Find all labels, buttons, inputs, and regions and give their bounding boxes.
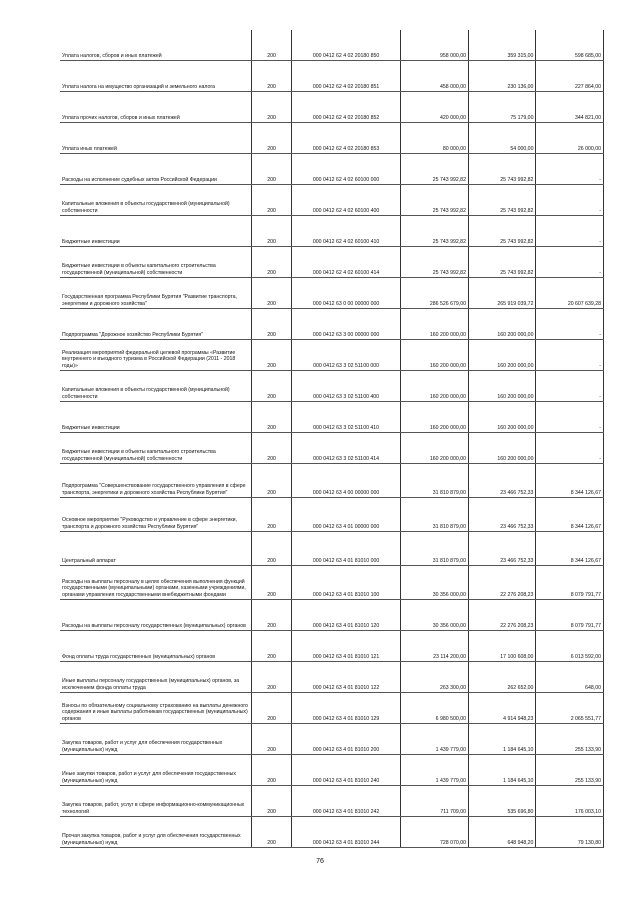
approved-amount: 160 200 000,00 (401, 371, 468, 402)
executed-amount: 535 696,80 (468, 786, 535, 817)
row-name: Реализация мероприятий федеральной целевой программы «Развитие внутреннего и въездного туризма в Российской Федерации (2011 - 2018 годы)» (60, 340, 252, 371)
line-code: 200 (252, 498, 291, 532)
unexecuted-amount: - (536, 216, 604, 247)
row-name: Расходы на выплаты персоналу государственных (муниципальных) органов (60, 600, 252, 631)
executed-amount: 23 466 752,33 (468, 464, 535, 498)
unexecuted-amount: 6 013 592,00 (536, 631, 604, 662)
line-code: 200 (252, 154, 291, 185)
table-row (60, 755, 604, 786)
approved-amount: 31 810 879,00 (401, 532, 468, 566)
executed-amount: 359 315,00 (468, 30, 535, 61)
table-row (60, 309, 604, 340)
budget-classification-code: 000 0412 63 4 01 81010 121 (291, 631, 401, 662)
budget-classification-code: 000 0412 63 4 01 81010 000 (291, 532, 401, 566)
approved-amount: 31 810 879,00 (401, 498, 468, 532)
table-row (60, 532, 604, 566)
approved-amount: 25 743 992,82 (401, 247, 468, 278)
approved-amount: 1 439 779,00 (401, 755, 468, 786)
row-name: Капитальные вложения в объекты государственной (муниципальной) собственности (60, 185, 252, 216)
table-row (60, 92, 604, 123)
unexecuted-amount: 8 344 126,67 (536, 464, 604, 498)
line-code: 200 (252, 433, 291, 464)
row-name: Бюджетные инвестиции (60, 402, 252, 433)
budget-classification-code: 000 0412 63 3 02 51100 400 (291, 371, 401, 402)
approved-amount: 160 200 000,00 (401, 309, 468, 340)
table-body (60, 30, 604, 848)
row-name: Закупка товаров, работ и услуг для обеспечения государственных (муниципальных) нужд (60, 724, 252, 755)
executed-amount: 265 919 039,72 (468, 278, 535, 309)
line-code: 200 (252, 566, 291, 600)
line-code: 200 (252, 30, 291, 61)
row-name: Подпрограмма "Совершенствование государственного управления в сфере транспорта, энергетики и дорожного хозяйства Республики Бурятия" (60, 464, 252, 498)
unexecuted-amount: 598 685,00 (536, 30, 604, 61)
row-name: Фонд оплаты труда государственных (муниципальных) органов (60, 631, 252, 662)
row-name: Бюджетные инвестиции (60, 216, 252, 247)
budget-classification-code: 000 0412 62 4 02 20180 850 (291, 30, 401, 61)
executed-amount: 25 743 992,82 (468, 247, 535, 278)
budget-classification-code: 000 0412 63 4 01 81010 100 (291, 566, 401, 600)
unexecuted-amount: 8 344 126,67 (536, 498, 604, 532)
line-code: 200 (252, 464, 291, 498)
unexecuted-amount: 8 079 791,77 (536, 600, 604, 631)
approved-amount: 728 070,00 (401, 817, 468, 848)
line-code: 200 (252, 724, 291, 755)
row-name: Основное мероприятие "Руководство и управление в сфере энергетики, транспорта и дорожного хозяйства Республики Бурятия" (60, 498, 252, 532)
executed-amount: 160 200 000,00 (468, 402, 535, 433)
line-code: 200 (252, 247, 291, 278)
budget-classification-code: 000 0412 63 3 02 51100 410 (291, 402, 401, 433)
table-row (60, 30, 604, 61)
line-code: 200 (252, 786, 291, 817)
row-name: Центральный аппарат (60, 532, 252, 566)
line-code: 200 (252, 600, 291, 631)
unexecuted-amount: 648,00 (536, 662, 604, 693)
approved-amount: 80 000,00 (401, 123, 468, 154)
budget-classification-code: 000 0412 63 4 00 00000 000 (291, 464, 401, 498)
table-row (60, 566, 604, 600)
unexecuted-amount: 8 079 791,77 (536, 566, 604, 600)
approved-amount: 31 810 879,00 (401, 464, 468, 498)
table-row (60, 402, 604, 433)
table-row (60, 464, 604, 498)
budget-classification-code: 000 0412 63 4 01 81010 244 (291, 817, 401, 848)
executed-amount: 22 276 208,23 (468, 600, 535, 631)
budget-classification-code: 000 0412 62 4 02 20180 853 (291, 123, 401, 154)
approved-amount: 30 356 000,00 (401, 566, 468, 600)
table-row (60, 340, 604, 371)
executed-amount: 160 200 000,00 (468, 371, 535, 402)
executed-amount: 1 184 645,10 (468, 755, 535, 786)
budget-classification-code: 000 0412 63 3 02 51100 414 (291, 433, 401, 464)
budget-classification-code: 000 0412 62 4 02 60100 414 (291, 247, 401, 278)
executed-amount: 22 276 208,23 (468, 566, 535, 600)
table-row (60, 498, 604, 532)
executed-amount: 1 184 645,10 (468, 724, 535, 755)
table-row (60, 185, 604, 216)
line-code: 200 (252, 92, 291, 123)
unexecuted-amount: 176 003,10 (536, 786, 604, 817)
budget-classification-code: 000 0412 63 4 01 81010 120 (291, 600, 401, 631)
executed-amount: 160 200 000,00 (468, 309, 535, 340)
line-code: 200 (252, 402, 291, 433)
line-code: 200 (252, 123, 291, 154)
line-code: 200 (252, 61, 291, 92)
unexecuted-amount: 8 344 126,67 (536, 532, 604, 566)
unexecuted-amount: 26 000,00 (536, 123, 604, 154)
row-name: Иные закупки товаров, работ и услуг для обеспечения государственных (муниципальных) нужд (60, 755, 252, 786)
approved-amount: 23 114 200,00 (401, 631, 468, 662)
approved-amount: 160 200 000,00 (401, 433, 468, 464)
line-code: 200 (252, 631, 291, 662)
unexecuted-amount: 255 133,90 (536, 755, 604, 786)
row-name: Закупка товаров, работ, услуг в сфере информационно-коммуникационных технологий (60, 786, 252, 817)
executed-amount: 23 466 752,33 (468, 498, 535, 532)
line-code: 200 (252, 278, 291, 309)
table-row (60, 600, 604, 631)
table-row (60, 786, 604, 817)
executed-amount: 262 652,00 (468, 662, 535, 693)
approved-amount: 25 743 992,82 (401, 185, 468, 216)
budget-classification-code: 000 0412 63 3 02 51100 000 (291, 340, 401, 371)
page-number: 76 (316, 858, 324, 865)
unexecuted-amount: 344 821,00 (536, 92, 604, 123)
approved-amount: 263 300,00 (401, 662, 468, 693)
unexecuted-amount: 227 864,00 (536, 61, 604, 92)
unexecuted-amount: - (536, 371, 604, 402)
approved-amount: 160 200 000,00 (401, 340, 468, 371)
approved-amount: 6 980 500,00 (401, 693, 468, 724)
line-code: 200 (252, 340, 291, 371)
line-code: 200 (252, 216, 291, 247)
row-name: Прочая закупка товаров, работ и услуг для обеспечения государственных (муниципальных) нужд (60, 817, 252, 848)
line-code: 200 (252, 662, 291, 693)
unexecuted-amount: - (536, 433, 604, 464)
table-row (60, 154, 604, 185)
budget-classification-code: 000 0412 63 4 01 81010 240 (291, 755, 401, 786)
executed-amount: 230 136,00 (468, 61, 535, 92)
unexecuted-amount: 2 065 551,77 (536, 693, 604, 724)
unexecuted-amount: - (536, 309, 604, 340)
unexecuted-amount: 79 130,80 (536, 817, 604, 848)
approved-amount: 711 709,00 (401, 786, 468, 817)
row-name: Бюджетные инвестиции в объекты капитального строительства государственной (муниципальной) собственности (60, 247, 252, 278)
executed-amount: 25 743 992,82 (468, 185, 535, 216)
executed-amount: 160 200 000,00 (468, 340, 535, 371)
line-code: 200 (252, 755, 291, 786)
unexecuted-amount: - (536, 247, 604, 278)
unexecuted-amount: - (536, 402, 604, 433)
row-name: Расходы на выплаты персоналу в целях обеспечения выполнения функций государственными (муниципальными) органами, казенными учреждениями, органами управления государственными внебюджетными фондами (60, 566, 252, 600)
approved-amount: 286 526 679,00 (401, 278, 468, 309)
table-row (60, 371, 604, 402)
unexecuted-amount: - (536, 340, 604, 371)
table-row (60, 693, 604, 724)
row-name: Уплата налога на имущество организаций и земельного налога (60, 61, 252, 92)
unexecuted-amount: - (536, 185, 604, 216)
row-name: Бюджетные инвестиции в объекты капитального строительства государственной (муниципальной) собственности (60, 433, 252, 464)
line-code: 200 (252, 371, 291, 402)
line-code: 200 (252, 817, 291, 848)
table-row (60, 247, 604, 278)
approved-amount: 958 000,00 (401, 30, 468, 61)
executed-amount: 25 743 992,82 (468, 216, 535, 247)
approved-amount: 30 356 000,00 (401, 600, 468, 631)
budget-classification-code: 000 0412 63 4 01 81010 129 (291, 693, 401, 724)
executed-amount: 160 200 000,00 (468, 433, 535, 464)
executed-amount: 4 914 948,23 (468, 693, 535, 724)
row-name: Подпрограмма "Дорожное хозяйство Республики Бурятия" (60, 309, 252, 340)
row-name: Взносы по обязательному социальному страхованию на выплаты денежного содержания и иные выплаты работникам государственных (муниципальных) органов (60, 693, 252, 724)
line-code: 200 (252, 693, 291, 724)
line-code: 200 (252, 532, 291, 566)
table-row (60, 817, 604, 848)
executed-amount: 17 100 608,00 (468, 631, 535, 662)
approved-amount: 25 743 992,82 (401, 154, 468, 185)
executed-amount: 648 948,20 (468, 817, 535, 848)
table-row (60, 61, 604, 92)
budget-classification-code: 000 0412 62 4 02 60100 000 (291, 154, 401, 185)
executed-amount: 75 179,00 (468, 92, 535, 123)
table-row (60, 123, 604, 154)
approved-amount: 160 200 000,00 (401, 402, 468, 433)
budget-classification-code: 000 0412 63 4 01 81010 122 (291, 662, 401, 693)
budget-classification-code: 000 0412 62 4 02 20180 851 (291, 61, 401, 92)
row-name: Государственная программа Республики Бурятия "Развитие транспорта, энергетики и дорожного хозяйства" (60, 278, 252, 309)
row-name: Уплата налогов, сборов и иных платежей (60, 30, 252, 61)
budget-classification-code: 000 0412 63 0 00 00000 000 (291, 278, 401, 309)
budget-classification-code: 000 0412 63 3 00 00000 000 (291, 309, 401, 340)
row-name: Капитальные вложения в объекты государственной (муниципальной) собственности (60, 371, 252, 402)
unexecuted-amount: 20 607 639,28 (536, 278, 604, 309)
line-code: 200 (252, 309, 291, 340)
table-row (60, 662, 604, 693)
table-row (60, 724, 604, 755)
line-code: 200 (252, 185, 291, 216)
unexecuted-amount: 255 133,90 (536, 724, 604, 755)
table-row (60, 433, 604, 464)
budget-classification-code: 000 0412 63 4 01 81010 242 (291, 786, 401, 817)
approved-amount: 1 439 779,00 (401, 724, 468, 755)
budget-classification-code: 000 0412 62 4 02 60100 400 (291, 185, 401, 216)
approved-amount: 458 000,00 (401, 61, 468, 92)
table-row (60, 278, 604, 309)
executed-amount: 54 000,00 (468, 123, 535, 154)
unexecuted-amount: - (536, 154, 604, 185)
row-name: Расходы на исполнение судебных актов Российской Федерации (60, 154, 252, 185)
budget-classification-code: 000 0412 63 4 01 00000 000 (291, 498, 401, 532)
budget-classification-code: 000 0412 63 4 01 81010 200 (291, 724, 401, 755)
approved-amount: 25 743 992,82 (401, 216, 468, 247)
budget-execution-table (60, 30, 604, 848)
table-row (60, 216, 604, 247)
row-name: Иные выплаты персоналу государственных (муниципальных) органов, за исключением фонда оплаты труда (60, 662, 252, 693)
executed-amount: 25 743 992,82 (468, 154, 535, 185)
approved-amount: 420 000,00 (401, 92, 468, 123)
row-name: Уплата прочих налогов, сборов и иных платежей (60, 92, 252, 123)
table-row (60, 631, 604, 662)
row-name: Уплата иных платежей (60, 123, 252, 154)
budget-classification-code: 000 0412 62 4 02 60100 410 (291, 216, 401, 247)
executed-amount: 23 466 752,33 (468, 532, 535, 566)
budget-classification-code: 000 0412 62 4 02 20180 852 (291, 92, 401, 123)
